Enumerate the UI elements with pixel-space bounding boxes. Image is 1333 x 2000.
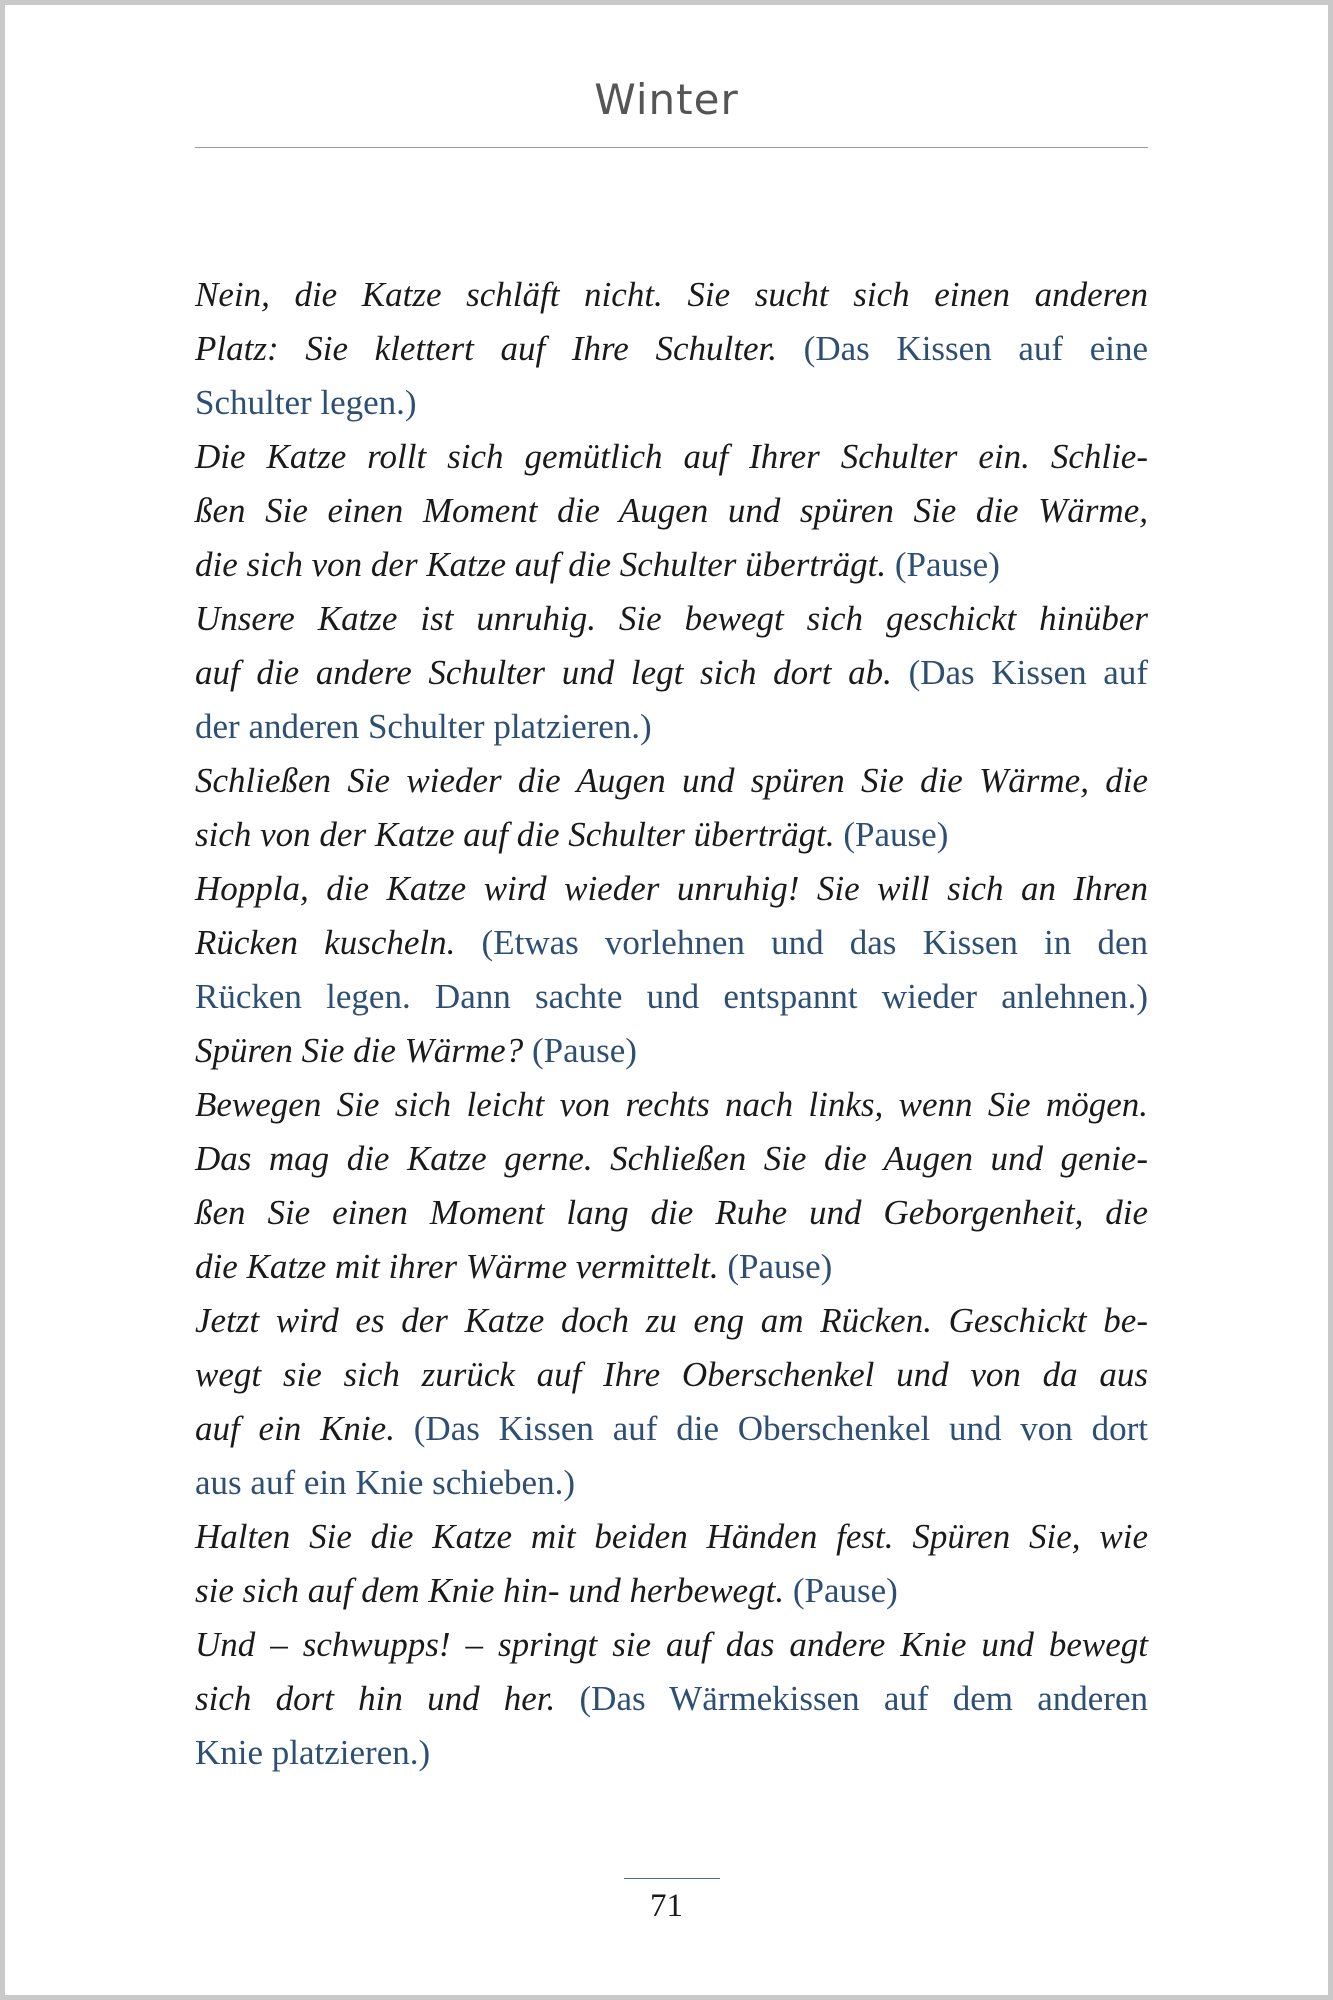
narrative-text: Unsere Katze ist unruhig. Sie bewegt sich geschickt hinüber — [195, 599, 1148, 638]
instruction-text: (Das Wärmekissen auf dem anderen — [555, 1679, 1148, 1718]
instruction-text: (Etwas vorlehnen und das Kissen in den — [455, 923, 1148, 962]
body-text — [195, 268, 1148, 1780]
text-line — [195, 1402, 1148, 1456]
instruction-text: (Pause) — [784, 1571, 898, 1610]
narrative-text: die Katze mit ihrer Wärme vermittelt. — [195, 1247, 719, 1286]
instruction-text: aus auf ein Knie schieben.) — [195, 1463, 575, 1502]
text-line — [195, 322, 1148, 376]
text-line — [195, 1672, 1148, 1726]
narrative-text: Hoppla, die Katze wird wieder unruhig! Sie will sich an Ihren — [195, 869, 1148, 908]
narrative-text: ßen Sie einen Moment lang die Ruhe und Geborgenheit, die — [195, 1193, 1148, 1232]
narrative-text: sich von der Katze auf die Schulter überträgt. — [195, 815, 835, 854]
narrative-text: Jetzt wird es der Katze doch zu eng am Rücken. Geschickt be- — [195, 1301, 1148, 1340]
instruction-text: Rücken legen. Dann sachte und entspannt wieder anlehnen.) — [195, 977, 1148, 1016]
narrative-text: Bewegen Sie sich leicht von rechts nach links, wenn Sie mögen. — [195, 1085, 1148, 1124]
narrative-text: die sich von der Katze auf die Schulter überträgt. — [195, 545, 887, 584]
text-line — [195, 430, 1148, 484]
text-line — [195, 1564, 1148, 1618]
header-divider — [195, 147, 1148, 148]
narrative-text: auf die andere Schulter und legt sich dort ab. — [195, 653, 892, 692]
footer-divider — [624, 1878, 720, 1879]
text-line — [195, 1078, 1148, 1132]
text-line — [195, 1726, 1148, 1780]
instruction-text: (Pause) — [834, 815, 949, 854]
narrative-text: Die Katze rollt sich gemütlich auf Ihrer Schulter ein. Schlie- — [195, 437, 1148, 476]
text-line — [195, 1456, 1148, 1510]
text-line — [195, 646, 1148, 700]
text-line — [195, 1024, 1148, 1078]
text-line — [195, 1348, 1148, 1402]
text-line — [195, 700, 1148, 754]
text-line — [195, 1186, 1148, 1240]
narrative-text: Halten Sie die Katze mit beiden Händen fest. Spüren Sie, wie — [195, 1517, 1148, 1556]
running-header-title: Winter — [594, 75, 739, 124]
instruction-text: Knie platzieren.) — [195, 1733, 431, 1772]
text-line — [195, 808, 1148, 862]
instruction-text: (Das Kissen auf eine — [777, 329, 1148, 368]
text-line — [195, 592, 1148, 646]
narrative-text: sich dort hin und her. — [195, 1679, 556, 1718]
narrative-text: ßen Sie einen Moment die Augen und spüren Sie die Wärme, — [195, 491, 1148, 530]
instruction-text: Schulter legen.) — [195, 383, 417, 422]
text-line — [195, 538, 1148, 592]
instruction-text: (Pause) — [886, 545, 1000, 584]
text-line — [195, 916, 1148, 970]
narrative-text: sie sich auf dem Knie hin- und herbewegt. — [195, 1571, 785, 1610]
text-line — [195, 862, 1148, 916]
text-line — [195, 376, 1148, 430]
narrative-text: Schließen Sie wieder die Augen und spüren Sie die Wärme, die — [195, 761, 1148, 800]
page-number: 71 — [650, 1888, 683, 1924]
text-line — [195, 268, 1148, 322]
narrative-text: Platz: Sie klettert auf Ihre Schulter. — [195, 329, 778, 368]
instruction-text: der anderen Schulter platzieren.) — [195, 707, 652, 746]
text-line — [195, 754, 1148, 808]
instruction-text: (Das Kissen auf die Oberschenkel und von dort — [394, 1409, 1148, 1448]
instruction-text: (Pause) — [523, 1031, 637, 1070]
narrative-text: auf ein Knie. — [195, 1409, 395, 1448]
text-line — [195, 484, 1148, 538]
narrative-text: Rücken kuscheln. — [195, 923, 456, 962]
narrative-text: Nein, die Katze schläft nicht. Sie sucht sich einen anderen — [195, 275, 1148, 314]
text-line — [195, 1510, 1148, 1564]
narrative-text: wegt sie sich zurück auf Ihre Oberschenkel und von da aus — [195, 1355, 1148, 1394]
text-line — [195, 1240, 1148, 1294]
text-line — [195, 1618, 1148, 1672]
text-line — [195, 1132, 1148, 1186]
text-line — [195, 970, 1148, 1024]
text-line — [195, 1294, 1148, 1348]
instruction-text: (Pause) — [718, 1247, 833, 1286]
narrative-text: Spüren Sie die Wärme? — [195, 1031, 524, 1070]
instruction-text: (Das Kissen auf — [891, 653, 1148, 692]
narrative-text: Und – schwupps! – springt sie auf das andere Knie und bewegt — [195, 1625, 1148, 1664]
narrative-text: Das mag die Katze gerne. Schließen Sie die Augen und genie- — [195, 1139, 1148, 1178]
